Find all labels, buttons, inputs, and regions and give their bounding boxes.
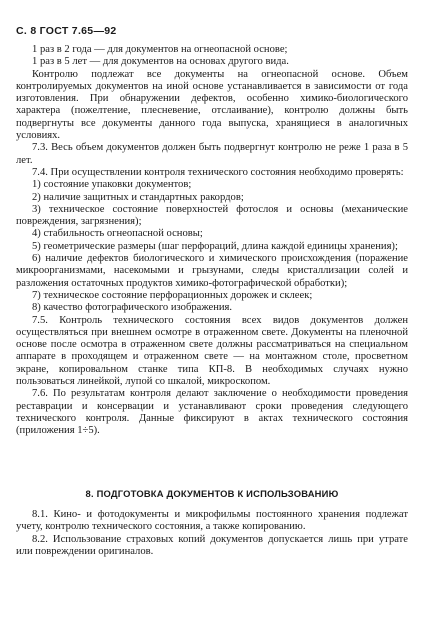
paragraph-frequency-other: 1 раз в 5 лет — для документов на основах другого вида. xyxy=(32,56,289,68)
paragraph-8-2: 8.2. Использование страховых копий документов допускается лишь при утрате или повреждении оригиналов. xyxy=(16,533,408,557)
paragraph-7-5: 7.5. Контроль технического состояния всех видов документов должен осуществляться при внешнем осмотре в отраженном свете. Документы на пленочной основе после осмотра в отраженном свете должны рассматриваться на специальном аппарате в проходящем и отраженном свете — на монтажном столе, просветном экране, копировальном станке типа КП-8. В необходимых случаях нужно пользоваться линейкой, лупой со шкалой, микроскопом. xyxy=(16,314,408,388)
list-item-2: 2) наличие защитных и стандартных ракордов; xyxy=(32,191,244,203)
list-item-5: 5) геометрические размеры (шаг перфораций, длина каждой единицы хранения); xyxy=(32,240,398,252)
section-body xyxy=(16,509,408,558)
list-item-4: 4) стабильность огнеопасной основы; xyxy=(32,228,203,240)
paragraph-frequency-flammable: 1 раз в 2 года — для документов на огнеопасной основе; xyxy=(32,44,288,55)
paragraph-7-6: 7.6. По результатам контроля делают заключение о необходимости проведения реставрации и консервации и устанавливают сроки проведения следующего технического контроля. Данные фиксируют в актах технического состояния (приложения 1÷5). xyxy=(16,388,408,437)
document-body xyxy=(16,44,408,438)
list-item-8: 8) качество фотографического изображения. xyxy=(32,302,233,314)
list-item-3: 3) техническое состояние поверхностей фотослоя и основы (механические повреждения, загрязнения); xyxy=(16,203,408,228)
list-item-7: 7) техническое состояние перфорационных дорожек и склеек; xyxy=(32,289,313,301)
section-title: 8. ПОДГОТОВКА ДОКУМЕНТОВ К ИСПОЛЬЗОВАНИЮ xyxy=(85,488,339,499)
paragraph-8-1: 8.1. Кино- и фотодокументы и микрофильмы постоянного хранения подлежат учету, контролю технического состояния, а также копированию. xyxy=(16,509,408,533)
list-item-6: 6) наличие дефектов биологического и химического происхождения (поражение микроорганизмами, насекомыми и грызунами, следы кристаллизации солей и разложения остаточных продуктов химико-фотографической обработки); xyxy=(16,253,408,289)
page-header: С. 8 ГОСТ 7.65—92 xyxy=(16,25,117,37)
paragraph-control-scope: Контролю подлежат все документы на огнеопасной основе. Объем контролируемых документов на иной основе устанавливается в зависимости от года изготовления. При обнаружении дефектов, особенно химико-биологического характера (пожелтение, плесневение, отслаивание), контролю должны быть подвергнуты все документы данного года выпуска, хранящиеся в аналогичных условиях. xyxy=(16,68,408,142)
paragraph-7-4: 7.4. При осуществлении контроля технического состояния необходимо проверять: xyxy=(32,166,404,178)
list-item-1: 1) состояние упаковки документов; xyxy=(32,179,192,191)
paragraph-7-3: 7.3. Весь объем документов должен быть подвергнут контролю не реже 1 раза в 5 лет. xyxy=(16,142,408,166)
